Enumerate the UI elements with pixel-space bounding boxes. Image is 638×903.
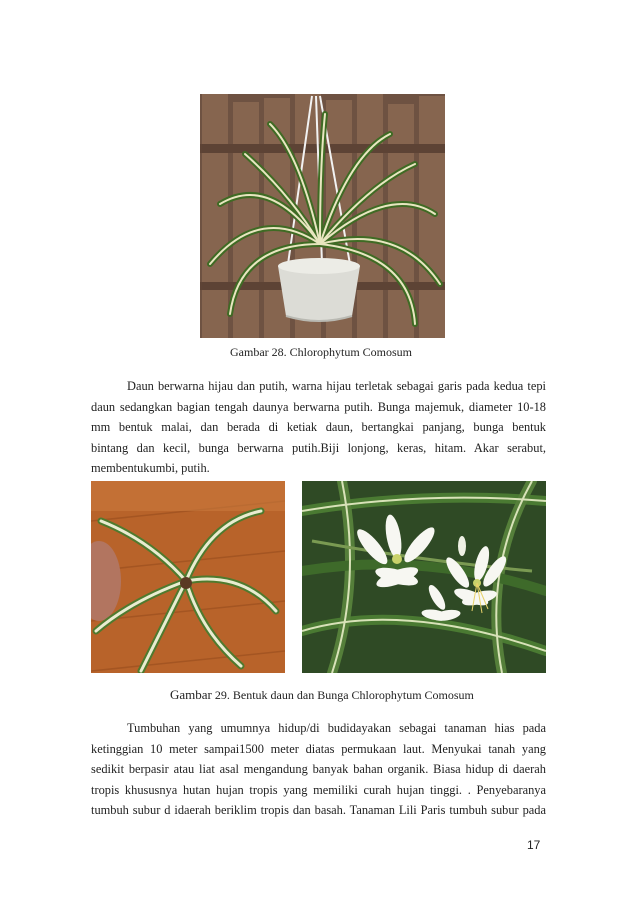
- figure-29-title: Bentuk daun dan Bunga: [229, 688, 349, 702]
- figure-29-label: Gambar: [170, 687, 212, 702]
- description-paragraph: [91, 376, 546, 479]
- paragraph-line: ketinggian 10 meter sampai1500 meter diatas permukaan laut. Menyukai tanah yang: [91, 741, 546, 756]
- paragraph-line: bintang dan kecil, bunga berwarna putih.Biji lonjong, keras, hitam. Akar serabut,: [91, 440, 546, 455]
- paragraph-line: membentukumbi, putih.: [91, 461, 210, 475]
- paragraph-line: mm bentuk malai, dan berada di ketiak daun, bertangkai panjang, bunga bentuk: [91, 420, 546, 434]
- spider-plant-flowers-photo: [302, 481, 546, 673]
- paragraph-line: Tumbuhan yang umumnya hidup/di budidayakan sebagai tanaman hias pada: [127, 721, 546, 735]
- hanging-spider-plant-photo: [200, 94, 445, 338]
- figure-28-species: Chlorophytum Comosum: [286, 345, 412, 359]
- paragraph-line: Daun berwarna hijau dan putih, warna hijau terletak sebagai garis pada kedua tepi: [127, 379, 546, 393]
- paragraph-line: sedikit berpasir atau liat asal mengandung banyak bahan organik. Biasa hidup di daerah: [91, 762, 546, 776]
- paragraph-line: daun sedangkan bagian tengah daunya berwarna putih. Bunga majemuk, diameter 10-18: [91, 399, 546, 414]
- page-number: 17: [527, 838, 541, 852]
- paragraph-line: tumbuh subur d idaerah beriklim tropis dan basah. Tanaman Lili Paris tumbuh subur pada: [91, 803, 546, 817]
- figure-29-species: Chlorophytum Comosum: [348, 688, 474, 702]
- figure-29-number: 29.: [211, 688, 230, 702]
- paragraph-line: tropis khususnya hutan hujan tropis yang memiliki curah hujan tinggi. . Penyebaranya: [91, 782, 546, 797]
- figure-28-label: Gambar 28.: [230, 345, 287, 359]
- habitat-paragraph: [91, 718, 546, 821]
- spider-plant-leaf-closeup-photo: [91, 481, 285, 673]
